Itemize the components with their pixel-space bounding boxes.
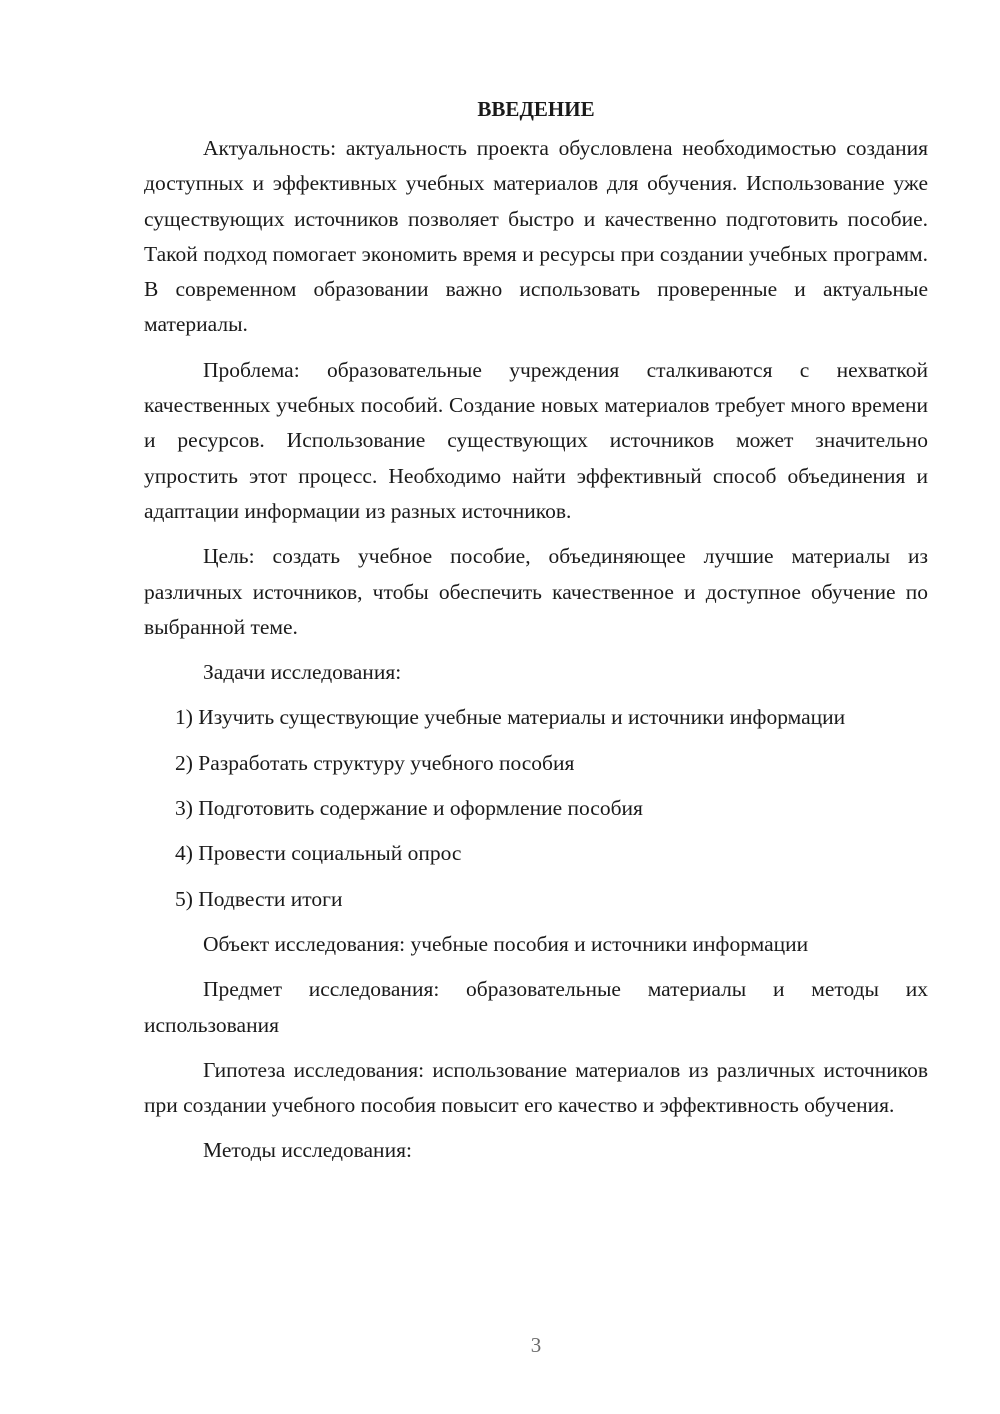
relevance-paragraph: Актуальность: актуальность проекта обусловлена необходимостью создания доступных и эффективных учебных материалов для обучения. Использование уже существующих источников позволяет быстро и качественно подготовить пособие. Такой подход помогает экономить время и ресурсы при создании учебных программ. В современном образовании важно использовать проверенные и актуальные материалы. — [144, 136, 928, 337]
task-item: 5) Подвести итоги — [175, 886, 343, 911]
object-paragraph: Объект исследования: учебные пособия и источники информации — [203, 931, 809, 956]
task-item: 1) Изучить существующие учебные материалы и источники информации — [175, 705, 846, 730]
task-item: 4) Провести социальный опрос — [175, 841, 462, 866]
methods-heading: Методы исследования: — [203, 1138, 412, 1163]
subject-paragraph: Предмет исследования: образовательные материалы и методы их использования — [144, 977, 928, 1037]
page-number: 3 — [530, 1333, 542, 1357]
tasks-heading: Задачи исследования: — [203, 660, 402, 685]
page-title: ВВЕДЕНИЕ — [477, 97, 595, 121]
document-body — [144, 92, 928, 1169]
hypothesis-paragraph: Гипотеза исследования: использование материалов из различных источников при создании учебного пособия повысит его качество и эффективность обучения. — [144, 1057, 928, 1118]
problem-paragraph: Проблема: образовательные учреждения сталкиваются с нехваткой качественных учебных пособий. Создание новых материалов требует много времени и ресурсов. Использование существующих источников может значительно упростить этот процесс. Необходимо найти эффективный способ объединения и адаптации информации из разных источников. — [144, 357, 928, 523]
task-item: 3) Подготовить содержание и оформление пособия — [175, 796, 643, 821]
goal-paragraph: Цель: создать учебное пособие, объединяющее лучшие материалы из различных источников, чтобы обеспечить качественное и доступное обучение по выбранной теме. — [144, 544, 928, 639]
task-item: 2) Разработать структуру учебного пособия — [175, 750, 575, 775]
